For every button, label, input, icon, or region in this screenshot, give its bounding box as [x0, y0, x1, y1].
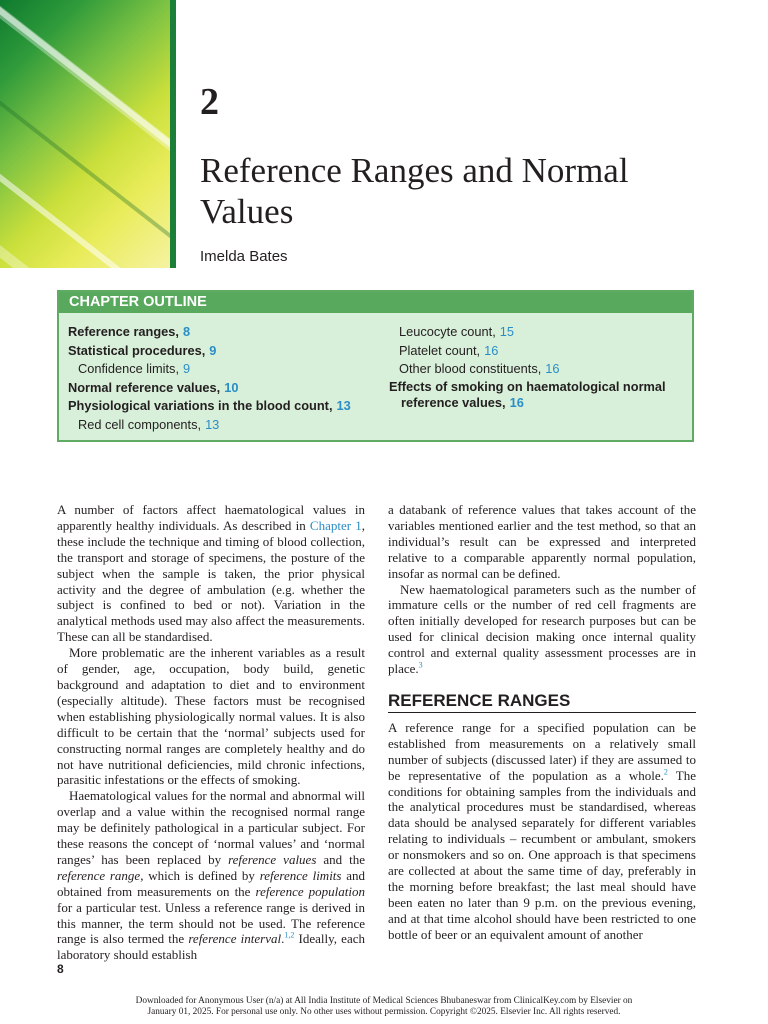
body-column-left — [57, 502, 365, 963]
outline-item[interactable]: Statistical procedures, 9 — [68, 342, 217, 358]
outline-page-link[interactable]: 8 — [182, 324, 191, 339]
paragraph: Haematological values for the normal and abnormal will overlap and a value within the recognised normal range may be definitely pathological in a particular subject. For these reasons the concept of ‘normal values’ and ‘normal ranges’ has been replaced by reference values and the reference range, which is defined by reference limits and obtained from measurements on the reference population for a particular test. Unless a reference range is derived in this manner, the term should not be used. The reference range is also termed the reference interval.$^{1,2}$ Ideally, each laboratory should establish — [57, 788, 366, 963]
outline-page-link[interactable]: 13 — [205, 416, 220, 432]
outline-page-link[interactable]: 16 — [545, 361, 560, 376]
chapter-outline-box — [57, 290, 694, 442]
outline-item[interactable]: Platelet count, 16 — [399, 342, 499, 358]
paragraph: A reference range for a specified population can be established from measurements on a relatively small number of subjects (discussed later) if they are assumed to be representative of the population as a whole.$^2$ The conditions for obtaining samples from the individuals and the analytical procedures must be standardised, whereas data should be analysed separately for different variables relating to individuals – recumbent or ambulant, smokers or nonsmokers and so on. One approach is that specimens are collected at about the same time of day, preferably in the morning before breakfast; the last meal should have been eaten no later than 9 p.m. on the previous evening, and at that time alcohol should have been restricted to one bottle of beer or an equivalent amount of another — [388, 719, 696, 942]
citation-link[interactable]: 3 — [418, 660, 423, 670]
download-footer — [0, 996, 768, 1018]
outline-item[interactable]: Physiological variations in the blood count, 13 — [68, 398, 351, 413]
section-heading: REFERENCE RANGES — [388, 693, 696, 713]
outline-item[interactable]: Effects of smoking on haematological normal reference values, 16 — [389, 378, 666, 410]
footer-line: Downloaded for Anonymous User (n/a) at All India Institute of Medical Sciences Bhubaneswar from ClinicalKey.com by Elsevier on — [135, 996, 633, 1006]
outline-page-link[interactable]: 16 — [484, 342, 499, 358]
chapter-outline-heading: CHAPTER OUTLINE — [59, 292, 692, 313]
footer-line: January 01, 2025. For personal use only. No other uses without permission. Copyright ©2025. Elsevier Inc. All rights reserved. — [147, 1007, 621, 1017]
outline-page-link[interactable]: 10 — [224, 379, 239, 395]
outline-item[interactable]: Reference ranges, 8 — [68, 324, 191, 339]
citation-link[interactable]: 2 — [663, 767, 668, 777]
outline-page-link[interactable]: 9 — [183, 361, 191, 376]
outline-page-link[interactable]: 15 — [499, 324, 514, 339]
body-column-right — [388, 502, 696, 943]
chapter-title: Reference Ranges and Normal Values — [200, 151, 629, 231]
paragraph: More problematic are the inherent variables as a result of gender, age, occupation, body build, genetic background and adaptation to diet and to environment (especially altitude). These factors must be recognised when establishing physiologically normal values. It is also difficult to be certain that the ‘normal’ subjects used for constructing normal ranges are completely healthy and do not have nutritional deficiencies, mild chronic infections, parasitic infestations or the effects of smoking. — [57, 645, 365, 788]
outline-page-link[interactable]: 16 — [509, 394, 524, 410]
outline-right-column — [389, 323, 666, 411]
outline-item[interactable]: Other blood constituents, 16 — [399, 361, 560, 376]
paragraph: a databank of reference values that takes account of the variables mentioned earlier and the test method, so that an individual’s result can be expressed and interpreted relative to a comparable apparently normal population, insofar as normal can be defined. — [388, 502, 696, 581]
outline-left-column — [68, 323, 351, 434]
chapter-number: 2 — [200, 81, 219, 123]
outline-item[interactable]: Red cell components, 13 — [78, 416, 220, 432]
chapter-author: Imelda Bates — [200, 248, 288, 265]
outline-item[interactable]: Normal reference values, 10 — [68, 379, 239, 395]
paragraph: A number of factors affect haematological values in apparently healthy individuals. As described in Chapter 1, these include the technique and timing of blood collection, the transport and storage of specimens, the posture of the subject when the sample is taken, the prior physical activity and the degree of ambulation (e.g. whether the subject is confined to bed or not). Variation in the analytical methods used may also affect the measurements. These can all be standardised. — [57, 502, 365, 645]
chapter-banner-bar — [170, 0, 176, 268]
page-number: 8 — [57, 962, 64, 976]
chapter-banner-graphic — [0, 0, 176, 268]
outline-page-link[interactable]: 13 — [336, 398, 351, 413]
paragraph: New haematological parameters such as the number of immature cells or the number of red cell fragments are often initially developed for research purposes but can be used for clinical decision making once internal quality control and external quality assessment processes are in place.$^3$ — [388, 581, 696, 677]
outline-item[interactable]: Confidence limits, 9 — [78, 361, 191, 376]
citation-link[interactable]: 1,2 — [284, 931, 295, 941]
outline-item[interactable]: Leucocyte count, 15 — [399, 324, 514, 339]
chapter-link[interactable]: Chapter 1 — [309, 517, 362, 533]
outline-page-link[interactable]: 9 — [209, 342, 217, 358]
